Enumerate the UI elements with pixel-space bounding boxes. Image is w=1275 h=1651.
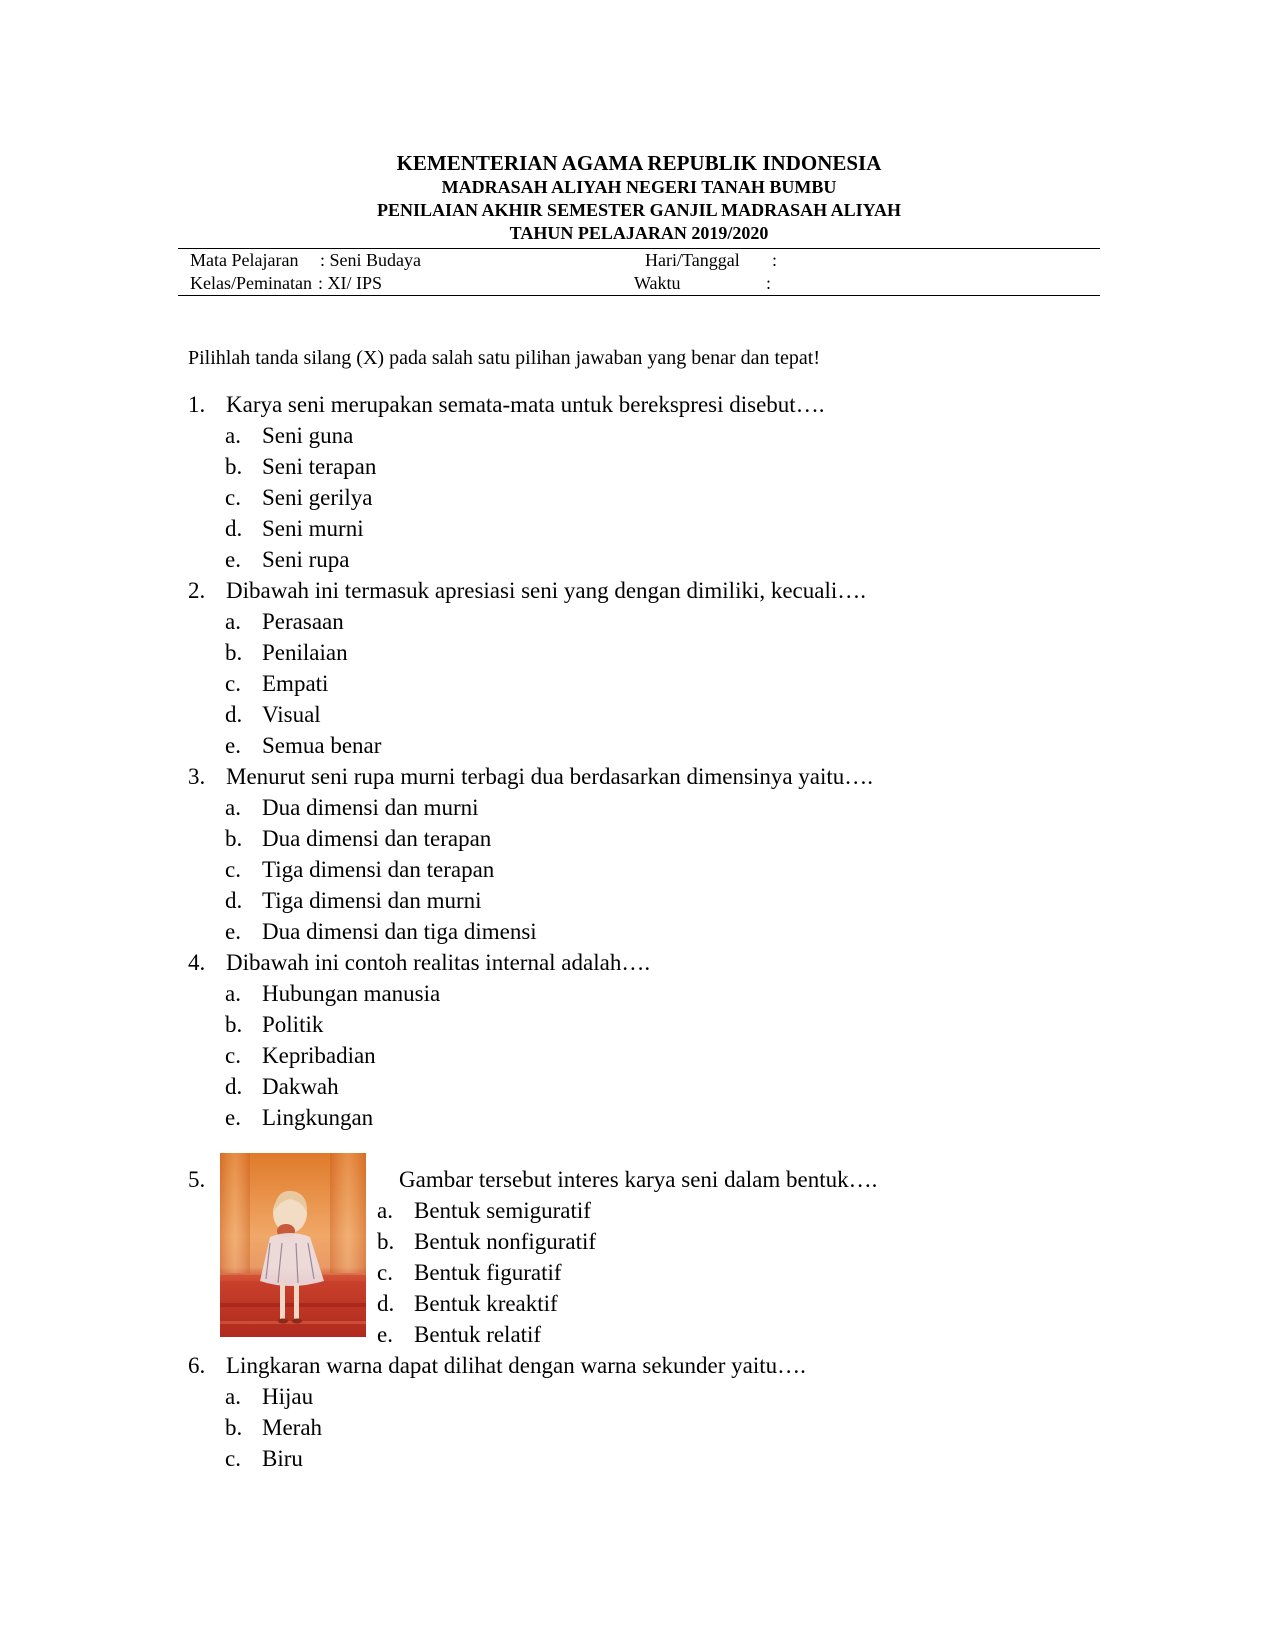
question-text: Dibawah ini contoh realitas internal adalah…. [226, 950, 651, 975]
option-letter: c. [225, 671, 241, 696]
option-letter: e. [225, 733, 241, 758]
option-letter: d. [225, 702, 243, 727]
option-letter: a. [225, 423, 241, 448]
academic-year: TAHUN PELAJARAN 2019/2020 [509, 223, 769, 243]
option-text: Seni rupa [262, 547, 350, 572]
option-text: Bentuk relatif [414, 1322, 542, 1347]
question-text: Dibawah ini termasuk apresiasi seni yang dengan dimiliki, kecuali…. [226, 578, 867, 603]
option-text: Bentuk kreaktif [414, 1291, 558, 1316]
time-colon: : [766, 273, 772, 293]
option-text: Penilaian [262, 640, 348, 665]
option-letter: d. [225, 516, 243, 541]
option-text: Bentuk semiguratif [414, 1198, 591, 1223]
option-letter: d. [377, 1291, 395, 1316]
subject-value: : Seni Budaya [320, 250, 421, 270]
painting-image [220, 1153, 366, 1337]
option-text: Politik [262, 1012, 324, 1037]
day-colon: : [772, 250, 778, 270]
option-letter: a. [225, 1384, 241, 1409]
question-number: 6. [188, 1353, 206, 1378]
option-text: Dakwah [262, 1074, 339, 1099]
option-text: Seni gerilya [262, 485, 373, 510]
option-letter: d. [225, 1074, 243, 1099]
option-letter: a. [225, 609, 241, 634]
school-name: MADRASAH ALIYAH NEGERI TANAH BUMBU [441, 177, 837, 197]
option-text: Merah [262, 1415, 323, 1440]
option-text: Dua dimensi dan murni [262, 795, 479, 820]
document-header [178, 150, 1100, 245]
question-text: Karya seni merupakan semata-mata untuk berekspresi disebut…. [226, 392, 825, 417]
question-number: 1. [188, 392, 206, 417]
question-text: Gambar tersebut interes karya seni dalam bentuk…. [399, 1167, 878, 1192]
option-text: Perasaan [262, 609, 344, 634]
option-text: Kepribadian [262, 1043, 376, 1068]
exam-info-box [178, 248, 1100, 296]
option-letter: c. [225, 1043, 241, 1068]
option-text: Tiga dimensi dan murni [262, 888, 482, 913]
option-letter: e. [225, 919, 241, 944]
option-letter: b. [225, 640, 243, 665]
option-letter: b. [225, 454, 243, 479]
class-value: : XI/ IPS [318, 273, 383, 293]
time-label: Waktu [634, 273, 681, 293]
option-letter: a. [225, 795, 241, 820]
option-text: Dua dimensi dan terapan [262, 826, 492, 851]
option-text: Bentuk nonfiguratif [414, 1229, 597, 1254]
question-text: Menurut seni rupa murni terbagi dua berdasarkan dimensinya yaitu…. [226, 764, 874, 789]
option-text: Lingkungan [262, 1105, 374, 1130]
exam-title: PENILAIAN AKHIR SEMESTER GANJIL MADRASAH ALIYAH [377, 200, 901, 220]
option-letter: e. [225, 1105, 241, 1130]
info-row-subject [178, 249, 1100, 272]
option-letter: b. [225, 1415, 243, 1440]
option-letter: a. [225, 981, 241, 1006]
day-label: Hari/Tanggal [645, 250, 740, 270]
question-number: 5. [188, 1167, 206, 1192]
option-letter: c. [225, 857, 241, 882]
class-label: Kelas/Peminatan [190, 273, 312, 293]
option-text: Bentuk figuratif [414, 1260, 562, 1285]
option-letter: a. [377, 1198, 393, 1223]
option-letter: b. [225, 1012, 243, 1037]
option-text: Hijau [262, 1384, 314, 1409]
option-letter: e. [377, 1322, 393, 1347]
option-text: Dua dimensi dan tiga dimensi [262, 919, 537, 944]
option-text: Semua benar [262, 733, 382, 758]
option-text: Visual [262, 702, 321, 727]
option-text: Hubungan manusia [262, 981, 441, 1006]
option-letter: c. [225, 1446, 241, 1471]
option-text: Seni terapan [262, 454, 377, 479]
subject-label: Mata Pelajaran [190, 250, 299, 270]
info-row-class [178, 272, 1100, 295]
option-text: Empati [262, 671, 329, 696]
option-letter: e. [225, 547, 241, 572]
option-letter: b. [377, 1229, 395, 1254]
option-text: Seni murni [262, 516, 364, 541]
question-text: Lingkaran warna dapat dilihat dengan warna sekunder yaitu…. [226, 1353, 806, 1378]
option-letter: c. [377, 1260, 393, 1285]
option-letter: c. [225, 485, 241, 510]
option-text: Seni guna [262, 423, 354, 448]
option-text: Tiga dimensi dan terapan [262, 857, 495, 882]
question-number: 4. [188, 950, 206, 975]
ministry-title: KEMENTERIAN AGAMA REPUBLIK INDONESIA [396, 151, 882, 175]
option-letter: d. [225, 888, 243, 913]
instruction-text: Pilihlah tanda silang (X) pada salah satu pilihan jawaban yang benar dan tepat! [188, 347, 821, 369]
question-number: 3. [188, 764, 206, 789]
option-text: Biru [262, 1446, 303, 1471]
option-letter: b. [225, 826, 243, 851]
question-number: 2. [188, 578, 206, 603]
painting-girl-illustration [220, 1153, 366, 1337]
